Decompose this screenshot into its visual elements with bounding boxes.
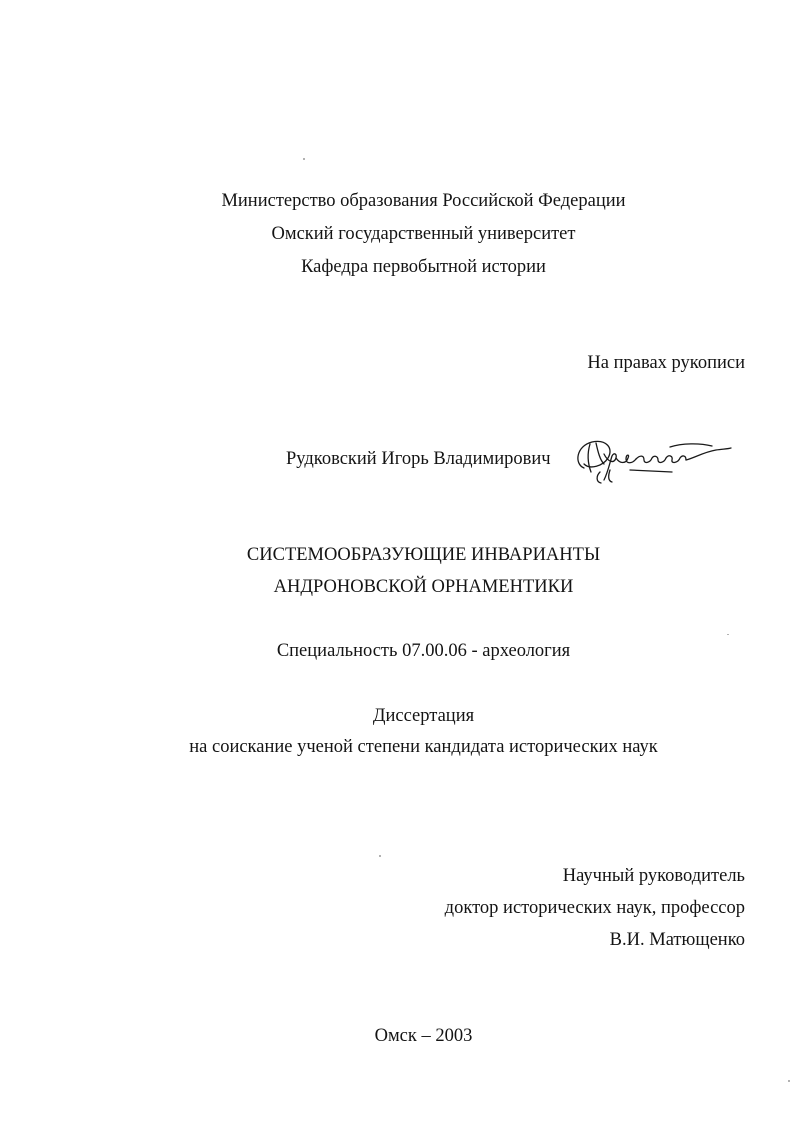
dissertation-label: Диссертация: [372, 706, 475, 726]
city-year: Омск – 2003: [374, 1026, 473, 1046]
department-name: Кафедра первобытной истории: [301, 257, 546, 277]
scan-speck: [379, 855, 381, 857]
supervisor-name: В.И. Матющенко: [609, 930, 745, 950]
supervisor-label: Научный руководитель: [562, 866, 745, 886]
author-name: Рудковский Игорь Владимирович: [286, 449, 551, 469]
manuscript-rights-note: На правах рукописи: [587, 353, 745, 373]
university-name: Омский государственный университет: [271, 224, 576, 244]
dissertation-title-line-2: АНДРОНОВСКОЙ ОРНАМЕНТИКИ: [273, 577, 574, 597]
supervisor-degree: доктор исторических наук, профессор: [444, 898, 745, 918]
scan-speck: [303, 158, 305, 160]
scan-speck: [727, 634, 729, 635]
ministry-name: Министерство образования Российской Федерации: [221, 191, 626, 211]
degree-purpose: на соискание ученой степени кандидата исторических наук: [189, 737, 658, 757]
specialty: Специальность 07.00.06 - археология: [276, 641, 571, 661]
author-signature: [570, 434, 732, 486]
scan-speck: [788, 1080, 790, 1082]
dissertation-title-line-1: СИСТЕМООБРАЗУЮЩИЕ ИНВАРИАНТЫ: [246, 545, 601, 565]
